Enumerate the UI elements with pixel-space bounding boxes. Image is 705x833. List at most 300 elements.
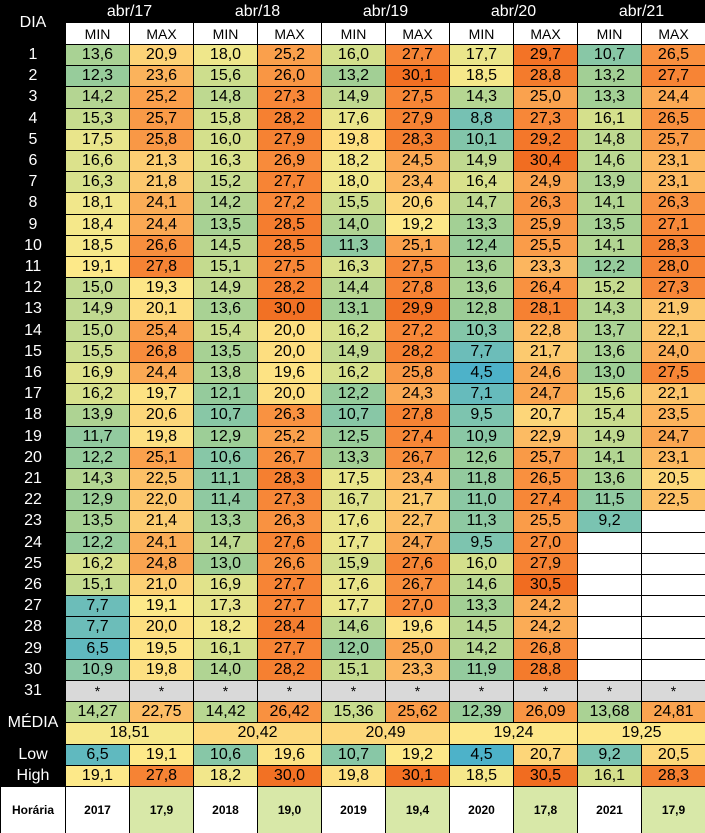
temp-cell: 27,0	[514, 533, 577, 553]
temp-cell: 12,6	[450, 448, 513, 468]
temp-cell: 26,3	[258, 405, 321, 425]
temp-cell: 22,1	[642, 321, 705, 341]
high-cell: 30,1	[386, 766, 449, 786]
day-label: 24	[1, 533, 65, 553]
high-cell: 30,0	[258, 766, 321, 786]
temp-cell: 6,5	[66, 639, 129, 659]
temp-cell: 15,5	[66, 342, 129, 362]
temp-cell: 15,2	[194, 172, 257, 192]
temp-cell: 25,9	[514, 215, 577, 235]
temp-cell: 19,3	[130, 278, 193, 298]
day-label: 29	[1, 639, 65, 659]
max-header: MAX	[514, 23, 577, 44]
day-label: 20	[1, 448, 65, 468]
temp-cell: 16,6	[66, 151, 129, 171]
temp-cell: 22,9	[514, 427, 577, 447]
temp-cell: 12,1	[194, 384, 257, 404]
temp-cell: 26,8	[130, 342, 193, 362]
temp-cell: 25,1	[130, 448, 193, 468]
temp-cell: 11,8	[450, 469, 513, 489]
temp-cell: 28,3	[258, 469, 321, 489]
temp-cell: 14,2	[66, 87, 129, 107]
temp-cell: 13,3	[194, 511, 257, 531]
temp-cell: 24,4	[642, 87, 705, 107]
day-label: 21	[1, 469, 65, 489]
temp-cell: 15,6	[194, 66, 257, 86]
min-header: MIN	[194, 23, 257, 44]
temp-cell: 15,1	[322, 660, 385, 680]
temp-cell: 30,4	[514, 151, 577, 171]
temp-cell: 27,9	[514, 554, 577, 574]
temp-cell: 27,7	[258, 596, 321, 616]
temp-cell: 16,0	[450, 554, 513, 574]
temp-cell: 14,9	[322, 342, 385, 362]
temp-cell: 23,1	[642, 448, 705, 468]
temp-cell: 16,3	[322, 257, 385, 277]
temp-cell: 19,6	[258, 363, 321, 383]
day-label: 1	[1, 45, 65, 65]
media-cell: 24,81	[642, 702, 705, 722]
temp-cell: 16,2	[66, 384, 129, 404]
temp-cell: 14,0	[194, 660, 257, 680]
temp-cell: 19,2	[386, 215, 449, 235]
temp-cell: 15,0	[66, 278, 129, 298]
horaria-cell: 19,0	[258, 787, 321, 833]
temp-cell: 26,6	[258, 554, 321, 574]
temp-cell: 23,4	[386, 469, 449, 489]
temp-cell: 25,5	[514, 511, 577, 531]
temp-cell: 9,2	[578, 511, 641, 531]
high-cell: 18,5	[450, 766, 513, 786]
temp-cell	[642, 554, 705, 574]
month-header: abr/18	[194, 1, 321, 22]
temp-cell: 13,6	[66, 45, 129, 65]
temp-cell: 20,0	[258, 384, 321, 404]
temp-cell: 24,7	[386, 533, 449, 553]
missing-cell: *	[514, 681, 577, 701]
low-cell: 19,6	[258, 745, 321, 765]
temp-cell: 16,3	[194, 151, 257, 171]
temp-cell: 28,8	[514, 66, 577, 86]
high-cell: 30,5	[514, 766, 577, 786]
low-cell: 10,7	[322, 745, 385, 765]
temp-cell: 26,7	[386, 575, 449, 595]
min-header: MIN	[450, 23, 513, 44]
missing-cell: *	[386, 681, 449, 701]
temp-cell: 14,3	[66, 469, 129, 489]
max-header: MAX	[386, 23, 449, 44]
temp-cell: 20,6	[386, 193, 449, 213]
day-label: 23	[1, 511, 65, 531]
temp-cell: 21,4	[130, 511, 193, 531]
temp-cell: 27,3	[514, 109, 577, 129]
temp-cell: 13,6	[194, 299, 257, 319]
temp-cell: 27,5	[258, 257, 321, 277]
temp-cell: 15,4	[194, 321, 257, 341]
temp-cell: 25,5	[514, 236, 577, 256]
max-header: MAX	[642, 23, 705, 44]
temp-cell: 14,2	[450, 639, 513, 659]
temp-cell: 20,0	[258, 321, 321, 341]
temp-cell: 12,3	[66, 66, 129, 86]
day-label: 4	[1, 109, 65, 129]
temp-cell	[642, 639, 705, 659]
temp-cell: 24,3	[386, 384, 449, 404]
temp-cell: 27,7	[258, 575, 321, 595]
day-label: 22	[1, 490, 65, 510]
temp-cell: 12,2	[66, 448, 129, 468]
high-cell: 19,1	[66, 766, 129, 786]
temp-cell: 23,3	[514, 257, 577, 277]
temp-cell: 12,4	[450, 236, 513, 256]
temp-cell: 22,1	[642, 384, 705, 404]
temp-cell: 14,0	[322, 215, 385, 235]
temp-cell: 22,7	[386, 511, 449, 531]
media-avg-cell: 19,24	[450, 723, 577, 743]
temp-cell: 25,1	[386, 236, 449, 256]
day-label: 12	[1, 278, 65, 298]
horaria-cell: 2020	[450, 787, 513, 833]
temp-cell: 21,3	[130, 151, 193, 171]
temp-cell: 26,4	[514, 278, 577, 298]
temp-cell: 11,7	[66, 427, 129, 447]
temp-cell: 24,7	[514, 384, 577, 404]
missing-cell: *	[642, 681, 705, 701]
day-label: 16	[1, 363, 65, 383]
temp-cell	[642, 533, 705, 553]
temp-cell: 12,9	[194, 427, 257, 447]
temp-cell: 14,6	[450, 575, 513, 595]
temp-cell: 13,3	[450, 596, 513, 616]
low-cell: 10,6	[194, 745, 257, 765]
temp-cell: 15,3	[66, 109, 129, 129]
temp-cell: 11,3	[322, 236, 385, 256]
temp-cell: 26,9	[258, 151, 321, 171]
temp-cell: 14,9	[578, 427, 641, 447]
temp-cell: 25,8	[386, 363, 449, 383]
temp-cell: 22,5	[130, 469, 193, 489]
temp-cell: 21,8	[130, 172, 193, 192]
temp-cell: 13,9	[578, 172, 641, 192]
day-label: 19	[1, 427, 65, 447]
temp-cell: 10,1	[450, 130, 513, 150]
high-cell: 19,8	[322, 766, 385, 786]
temp-cell: 10,6	[194, 448, 257, 468]
temp-cell: 16,9	[194, 575, 257, 595]
temp-cell: 15,8	[194, 109, 257, 129]
temp-cell: 17,5	[66, 130, 129, 150]
temp-cell: 26,3	[514, 193, 577, 213]
temp-cell: 18,1	[66, 193, 129, 213]
temp-cell: 28,2	[258, 660, 321, 680]
temp-cell: 27,1	[642, 215, 705, 235]
temp-cell: 13,6	[450, 278, 513, 298]
temp-cell: 27,3	[258, 87, 321, 107]
temp-cell: 28,0	[642, 257, 705, 277]
temp-cell: 24,0	[642, 342, 705, 362]
temp-cell: 27,5	[386, 87, 449, 107]
temp-cell: 28,5	[258, 236, 321, 256]
day-label: 27	[1, 596, 65, 616]
temp-cell: 27,4	[386, 427, 449, 447]
temp-cell: 26,7	[258, 448, 321, 468]
temp-cell: 12,5	[322, 427, 385, 447]
temp-cell: 19,8	[130, 660, 193, 680]
media-avg-cell: 20,42	[194, 723, 321, 743]
temp-cell: 21,0	[130, 575, 193, 595]
temp-cell: 18,2	[322, 151, 385, 171]
temp-cell: 28,2	[258, 109, 321, 129]
missing-cell: *	[130, 681, 193, 701]
temp-cell: 27,9	[386, 109, 449, 129]
temp-cell	[642, 575, 705, 595]
temp-cell: 16,7	[322, 490, 385, 510]
temp-cell: 26,5	[642, 109, 705, 129]
temp-cell: 14,1	[578, 193, 641, 213]
temp-cell: 14,8	[194, 87, 257, 107]
day-label: 6	[1, 151, 65, 171]
temp-cell: 25,4	[130, 321, 193, 341]
temp-cell: 7,7	[450, 342, 513, 362]
low-label: Low	[1, 745, 65, 765]
temp-cell: 26,8	[514, 639, 577, 659]
temp-cell: 26,5	[642, 45, 705, 65]
temp-cell: 17,6	[322, 109, 385, 129]
temp-cell: 11,0	[450, 490, 513, 510]
temp-cell: 12,2	[66, 533, 129, 553]
temp-cell: 19,1	[130, 596, 193, 616]
temp-cell: 10,9	[66, 660, 129, 680]
temp-cell: 27,7	[642, 66, 705, 86]
day-label: 7	[1, 172, 65, 192]
temp-cell: 14,8	[578, 130, 641, 150]
temp-cell: 15,4	[578, 405, 641, 425]
temp-cell: 18,5	[66, 236, 129, 256]
low-cell: 19,2	[386, 745, 449, 765]
temp-cell: 27,9	[258, 130, 321, 150]
temp-cell: 16,2	[66, 554, 129, 574]
temp-cell: 29,2	[514, 130, 577, 150]
dia-header: DIA	[1, 1, 65, 44]
temp-cell: 19,1	[66, 257, 129, 277]
temp-cell: 12,8	[450, 299, 513, 319]
temp-cell: 12,2	[322, 384, 385, 404]
temp-cell: 26,0	[258, 66, 321, 86]
temp-cell: 19,8	[322, 130, 385, 150]
horaria-cell: 19,4	[386, 787, 449, 833]
temp-cell: 23,5	[642, 405, 705, 425]
temp-cell: 14,7	[194, 533, 257, 553]
day-label: 11	[1, 257, 65, 277]
temp-cell: 27,3	[642, 278, 705, 298]
temp-cell	[578, 660, 641, 680]
temp-cell: 14,6	[322, 617, 385, 637]
temp-cell: 13,2	[578, 66, 641, 86]
temp-cell: 13,9	[66, 405, 129, 425]
temp-cell: 13,0	[578, 363, 641, 383]
media-cell: 14,27	[66, 702, 129, 722]
temp-cell: 27,5	[386, 257, 449, 277]
day-label: 8	[1, 193, 65, 213]
media-cell: 25,62	[386, 702, 449, 722]
temp-cell: 17,3	[194, 596, 257, 616]
temp-cell: 28,1	[514, 299, 577, 319]
missing-cell: *	[194, 681, 257, 701]
temp-cell: 27,6	[386, 554, 449, 574]
temp-cell: 20,7	[514, 405, 577, 425]
temp-cell: 27,8	[386, 405, 449, 425]
missing-cell: *	[322, 681, 385, 701]
temp-cell: 20,1	[130, 299, 193, 319]
temp-cell	[578, 575, 641, 595]
temp-cell: 10,3	[450, 321, 513, 341]
temp-cell: 20,0	[258, 342, 321, 362]
temp-cell: 24,2	[514, 617, 577, 637]
temp-cell: 17,7	[322, 533, 385, 553]
temp-cell: 19,7	[130, 384, 193, 404]
temp-cell: 11,3	[450, 511, 513, 531]
day-label: 26	[1, 575, 65, 595]
missing-cell: *	[258, 681, 321, 701]
min-header: MIN	[66, 23, 129, 44]
temp-cell: 14,4	[322, 278, 385, 298]
temp-cell: 12,0	[322, 639, 385, 659]
temp-cell: 13,6	[450, 257, 513, 277]
media-avg-cell: 19,25	[578, 723, 705, 743]
temp-cell: 7,1	[450, 384, 513, 404]
temp-cell: 29,9	[386, 299, 449, 319]
temp-cell: 15,1	[194, 257, 257, 277]
temp-cell: 15,9	[322, 554, 385, 574]
horaria-cell: 17,9	[642, 787, 705, 833]
temp-cell: 27,4	[514, 490, 577, 510]
month-header: abr/21	[578, 1, 705, 22]
temp-cell: 26,7	[386, 448, 449, 468]
day-label: 30	[1, 660, 65, 680]
temp-cell: 28,5	[258, 215, 321, 235]
temp-cell: 20,0	[130, 617, 193, 637]
temp-cell: 11,1	[194, 469, 257, 489]
horaria-cell: 2018	[194, 787, 257, 833]
missing-cell: *	[66, 681, 129, 701]
temp-cell: 16,3	[66, 172, 129, 192]
temp-cell: 18,5	[450, 66, 513, 86]
media-cell: 12,39	[450, 702, 513, 722]
temp-cell: 14,5	[194, 236, 257, 256]
temp-cell: 16,1	[194, 639, 257, 659]
horaria-label: Horária	[1, 787, 65, 833]
temp-cell: 15,5	[322, 193, 385, 213]
temp-cell: 14,5	[450, 617, 513, 637]
temp-cell: 25,2	[258, 427, 321, 447]
high-cell: 18,2	[194, 766, 257, 786]
horaria-cell: 17,9	[130, 787, 193, 833]
temp-cell: 24,1	[130, 193, 193, 213]
temp-cell: 25,0	[514, 87, 577, 107]
temp-cell: 28,2	[386, 342, 449, 362]
high-cell: 28,3	[642, 766, 705, 786]
temp-cell: 24,1	[130, 533, 193, 553]
temp-cell: 16,0	[322, 45, 385, 65]
temp-cell: 19,5	[130, 639, 193, 659]
low-cell: 20,5	[642, 745, 705, 765]
temp-cell: 14,6	[578, 151, 641, 171]
temp-cell: 27,2	[386, 321, 449, 341]
low-cell: 9,2	[578, 745, 641, 765]
temp-cell: 26,5	[514, 469, 577, 489]
missing-cell: *	[450, 681, 513, 701]
temp-cell: 13,3	[578, 87, 641, 107]
temp-cell: 24,6	[514, 363, 577, 383]
temp-cell: 27,8	[386, 278, 449, 298]
temp-cell: 14,9	[450, 151, 513, 171]
temp-cell: 14,3	[578, 299, 641, 319]
temp-cell: 25,8	[130, 130, 193, 150]
media-cell: 22,75	[130, 702, 193, 722]
temp-cell	[642, 596, 705, 616]
temp-cell: 10,9	[450, 427, 513, 447]
temp-cell: 24,8	[130, 554, 193, 574]
month-header: abr/20	[450, 1, 577, 22]
temp-cell: 26,3	[642, 193, 705, 213]
temp-cell: 26,3	[258, 511, 321, 531]
temp-cell: 13,3	[450, 215, 513, 235]
min-header: MIN	[578, 23, 641, 44]
temp-cell: 19,8	[130, 427, 193, 447]
temp-cell: 22,8	[514, 321, 577, 341]
max-header: MAX	[258, 23, 321, 44]
horaria-cell: 2017	[66, 787, 129, 833]
temp-cell: 28,2	[258, 278, 321, 298]
day-label: 25	[1, 554, 65, 574]
day-label: 17	[1, 384, 65, 404]
temp-cell: 24,4	[130, 215, 193, 235]
temp-cell: 25,0	[386, 639, 449, 659]
temp-cell: 29,7	[514, 45, 577, 65]
day-label: 10	[1, 236, 65, 256]
temp-cell: 16,9	[66, 363, 129, 383]
temp-cell: 14,7	[450, 193, 513, 213]
temp-cell: 9,5	[450, 533, 513, 553]
temp-cell: 20,5	[642, 469, 705, 489]
temp-cell: 27,6	[258, 533, 321, 553]
temp-cell: 24,4	[130, 363, 193, 383]
temp-cell: 27,7	[258, 639, 321, 659]
temp-cell: 28,3	[386, 130, 449, 150]
low-cell: 20,7	[514, 745, 577, 765]
temp-cell: 14,2	[194, 193, 257, 213]
temp-cell: 7,7	[66, 617, 129, 637]
temp-cell: 13,0	[194, 554, 257, 574]
temp-cell: 13,7	[578, 321, 641, 341]
media-cell: 26,09	[514, 702, 577, 722]
temp-cell: 18,0	[194, 45, 257, 65]
temp-cell: 23,6	[130, 66, 193, 86]
temp-cell: 27,2	[258, 193, 321, 213]
temp-cell: 13,5	[66, 511, 129, 531]
temp-cell: 27,7	[258, 172, 321, 192]
temp-cell: 8,8	[450, 109, 513, 129]
temp-cell: 15,1	[66, 575, 129, 595]
month-header: abr/19	[322, 1, 449, 22]
temp-cell: 27,3	[258, 490, 321, 510]
temp-cell: 4,5	[450, 363, 513, 383]
temp-cell: 21,7	[386, 490, 449, 510]
day-label: 5	[1, 130, 65, 150]
low-cell: 19,1	[130, 745, 193, 765]
media-cell: 15,36	[322, 702, 385, 722]
temp-cell: 9,5	[450, 405, 513, 425]
